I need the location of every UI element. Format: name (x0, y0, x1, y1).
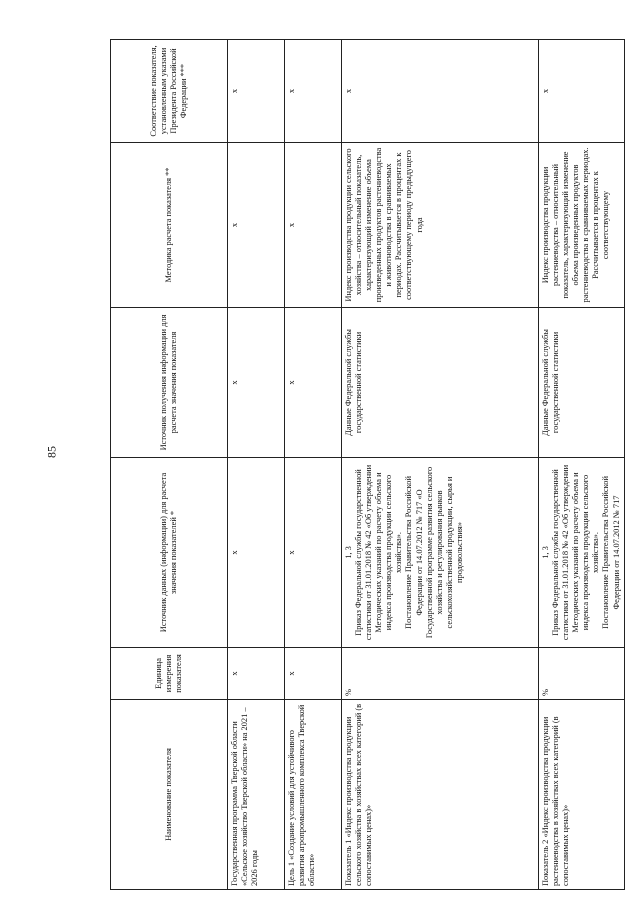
data-source-code: 1, 3 (541, 546, 550, 559)
page-number: 85 (44, 446, 59, 458)
header-calc-method: Методика расчета показателя ** (111, 143, 228, 308)
info-source-cell: х (228, 308, 285, 458)
rotated-table-container (110, 40, 621, 890)
data-source-decree: Постановление Правительства Российской Федерации от 14.07.2012 № 717 «О Государственной программе развития сельского хозяйства и регулирования рынков сельскохозяйственной продукции, сырья и продовольствия» (404, 466, 464, 639)
indicator-name: Показатель 1 «Индекс производства продукции сельского хозяйства в хозяйствах всех категорий (в сопоставимых ценах)» (342, 700, 539, 890)
data-source-cell (342, 458, 539, 648)
data-source-cell: х (285, 458, 342, 648)
table-row (285, 40, 342, 890)
table-row (342, 40, 539, 890)
table-row (228, 40, 285, 890)
indicator-name: Государственная программа Тверской области «Сельское хозяйство Тверской области» на 2021 – 2026 годы (228, 700, 285, 890)
table-header-row (111, 40, 228, 890)
info-source-cell: Данные Федеральной службы государственной статистики (539, 308, 625, 458)
data-source-code: 1, 3 (344, 546, 353, 559)
info-source-cell: Данные Федеральной службы государственной статистики (342, 308, 539, 458)
header-indicator-name: Наименование показателя (111, 700, 228, 890)
header-data-source: Источник данных (информации) для расчета значения показателей * (111, 458, 228, 648)
indicator-name: Цель 1 «Создание условий для устойчивого развития агропромышленного комплекса Тверской области» (285, 700, 342, 890)
info-source-cell: х (285, 308, 342, 458)
unit-cell: % (342, 648, 539, 700)
indicator-name: Показатель 2 «Индекс производства продукции растениеводства в хозяйствах всех категорий (в сопоставимых ценах)» (539, 700, 625, 890)
header-compliance: Соответствие показателя, установленным указами Президента Российской Федерации *** (111, 40, 228, 143)
compliance-cell: х (285, 40, 342, 143)
method-cell: Индекс производства продукции сельского хозяйства – относительный показатель, характеризующий изменение объема произведенных продуктов растениеводства и животноводства в сравниваемых периодах. Рассчитывается в процентах к соответствующему периоду предыдущего года (342, 143, 539, 308)
data-source-cell: х (228, 458, 285, 648)
data-source-order: Приказ Федеральной службы государственной статистики от 31.01.2018 № 42 «Об утверждении Методических указаний по расчету объема и индекса производства продукции сельского хозяйства». (354, 464, 404, 641)
data-source-order: Приказ Федеральной службы государственной статистики от 31.01.2018 № 42 «Об утверждении Методических указаний по расчету объема и индекса производства продукции сельского хозяйства». (551, 464, 601, 641)
method-cell: х (228, 143, 285, 308)
data-source-cell (539, 458, 625, 648)
unit-cell: % (539, 648, 625, 700)
compliance-cell: х (228, 40, 285, 143)
compliance-cell: х (342, 40, 539, 143)
method-cell: х (285, 143, 342, 308)
indicators-table (110, 39, 625, 890)
unit-cell: х (228, 648, 285, 700)
compliance-cell: х (539, 40, 625, 143)
header-info-source: Источник получения информации для расчета значения показателя (111, 308, 228, 458)
data-source-decree: Постановление Правительства Российской Федерации от 14.07.2012 № 717 (601, 476, 621, 629)
unit-cell: х (285, 648, 342, 700)
table-row (539, 40, 625, 890)
header-unit: Единица измерения показателя (111, 648, 228, 700)
method-cell: Индекс производства продукции растениеводства – относительный показатель, характеризующий изменение объема произведенных продуктов растениеводства в сравниваемых периодах. Рассчитывается в процентах к соответствующему (539, 143, 625, 308)
